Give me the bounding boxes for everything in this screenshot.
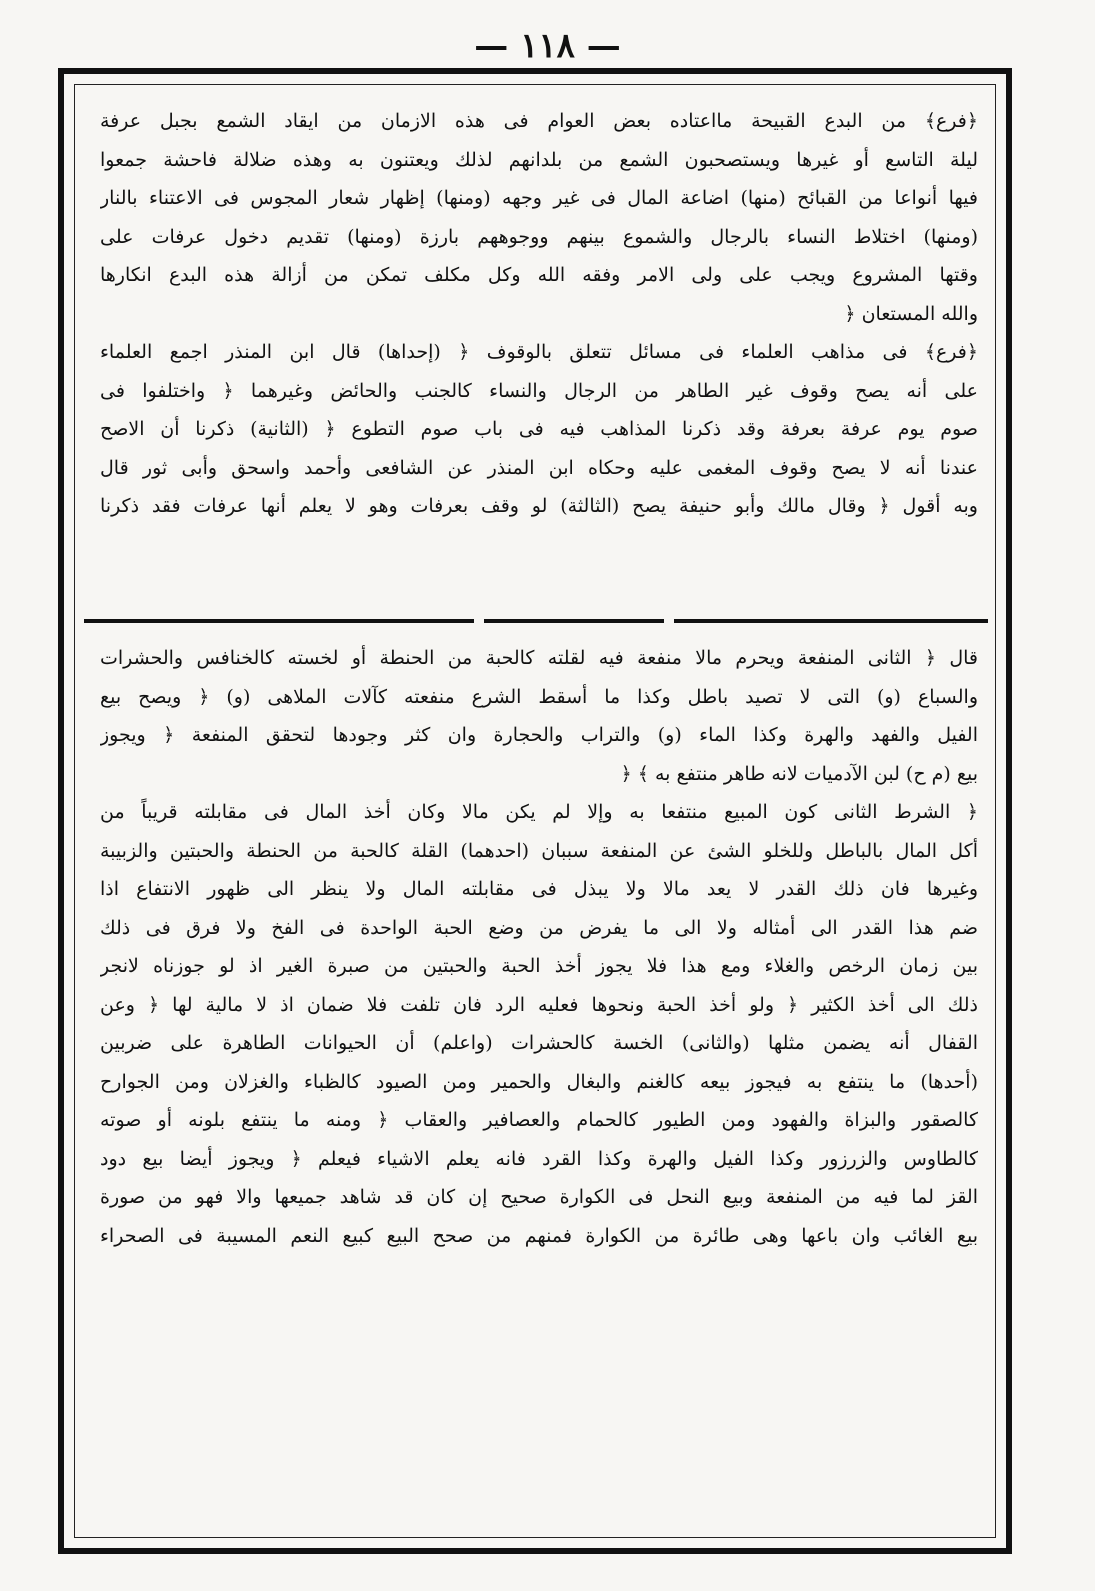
text-line: والله المستعان ﴿ <box>844 302 978 325</box>
text-line: والسباع (و) التى لا تصيد باطل وكذا ما أسقط الشرع منفعته كآلات الملاهى (و) ﴿ ويصح بيع <box>100 685 978 708</box>
text-line: ﴿فرع﴾ من البدع القبيحة مااعتاده بعض العوام فى هذه الازمان من ايقاد الشمع بجبل عرفة <box>100 110 978 132</box>
text-line: ﴿فرع﴾ فى مذاهب العلماء فى مسائل تتعلق بالوقوف ﴿ (إحداها) قال ابن المنذر اجمع العلماء <box>100 341 978 363</box>
text-line: القفال أنه يضمن مثلها (والثانى) الخسة كالحشرات (واعلم) أن الحيوانات الطاهرة على ضربين <box>100 1032 978 1054</box>
text-line: القز لما فيه من المنفعة وبيع النحل فى الكوارة صحيح إن كان قد شاهد جميعها والا فهو من صورة <box>100 1186 978 1208</box>
text-line: وبه أقول ﴿ وقال مالك وأبو حنيفة يصح (الثالثة) لو وقف بعرفات وهو لا يعلم أنها عرفات فقد ذكرنا <box>100 495 978 517</box>
text-line: عندنا أنه لا يصح وقوف المغمى عليه وحكاه ابن المنذر عن الشافعى وأحمد واسحق وأبى ثور قال <box>100 456 978 479</box>
separator-segment <box>84 619 474 623</box>
text-line: كالطاوس والزرزور وكذا الفيل والهرة وكذا القرد فانه يعلم الاشياء فيعلم ﴿ ويجوز أيضا بيع دود <box>100 1147 978 1170</box>
text-line: على أنه يصح وقوف غير الطاهر من الرجال والنساء كالجنب والحائض وغيرهما ﴿ واختلفوا فى <box>100 379 978 402</box>
text-line: وقتها المشروع ويجب على ولى الامر وفقه الله وكل مكلف تمكن من أزالة هذه البدع انكارها <box>100 264 978 286</box>
text-line: قال ﴿ الثانى المنفعة ويحرم مالا منفعة فيه لقلته كالحبة من الحنطة أو لخسته كالخنافس والحشرات <box>100 647 978 669</box>
page-frame <box>58 68 1012 1554</box>
text-line: فيها أنواعا من القبائح (منها) اضاعة المال فى غير وجهه (ومنها) إظهار شعار المجوس فى الاعتناء بالنار <box>100 187 978 209</box>
text-line: بين زمان الرخص والغلاء ومع هذا فلا يجوز أخذ الحبة والحبتين من صبرة الغير اذ لو جوزناه لانجر <box>100 955 978 977</box>
text-line: بيع الغائب وان باعها وهى طائرة من الكوارة فمنهم من صحح البيع كبيع النعم المسيبة فى الصحراء <box>100 1224 978 1247</box>
text-line: بيع (م ح) لبن الآدميات لانه طاهر منتفع به ﴾ ﴿ <box>620 762 978 785</box>
text-line: وغيرها فان ذلك القدر لا يعد مالا ولا يبذل فى مقابلته المال ولا ينظر الى ظهور الانتفاع اذا <box>100 878 978 900</box>
text-line: أكل المال بالباطل وللخلو الشئ عن المنفعة سببان (احدهما) القلة كالحبة من الحنطة والحبتين والزبيبة <box>100 839 978 862</box>
lower-section <box>100 639 978 1255</box>
text-line: (ومنها) اختلاط النساء بالرجال والشموع بينهم ووجوههم بارزة (ومنها) تقديم دخول عرفات على <box>100 225 978 248</box>
section-separator <box>84 619 986 627</box>
text-line: (أحدها) ما ينتفع به فيجوز بيعه كالغنم والبغال والحمير ومن الصيود كالظباء والغزلان ومن الجوارح <box>100 1070 978 1093</box>
upper-section <box>100 102 978 526</box>
text-line: صوم يوم عرفة بعرفة وقد ذكرنا المذاهب فيه فى باب صوم التطوع ﴿ (الثانية) ذكرنا أن الاصح <box>100 418 978 440</box>
text-line: كالصقور والبزاة والفهود ومن الطيور كالحمام والعصافير والعقاب ﴿ ومنه ما ينتفع بلونه أو صوته <box>100 1109 978 1131</box>
separator-segment <box>484 619 664 623</box>
text-line: ضم هذا القدر الى أمثاله ولا الى ما يفرض من وضع الحبة الواحدة فى الفخ ولا فرق فى ذلك <box>100 916 978 939</box>
text-line: ذلك الى أخذ الكثير ﴿ ولو أخذ الحبة ونحوها فعليه الرد فان تلفت فلا ضمان اذ لا مالية لها ﴿ وعن <box>100 993 978 1016</box>
page-number: — ١١٨ — <box>474 26 621 66</box>
text-line: ﴿ الشرط الثانى كون المبيع منتفعا به وإلا لم يكن مالا وكان أخذ المال فى مقابلته قريباً من <box>100 801 978 823</box>
text-line: الفيل والفهد والهرة وكذا الماء (و) والتراب والحجارة وان كثر وجودها لتحقق المنفعة ﴿ ويجوز <box>100 724 978 746</box>
separator-segment <box>674 619 988 623</box>
text-line: ليلة التاسع أو غيرها ويستصحبون الشمع من بلدانهم لذلك ويعتنون به وهذه ضلالة فاحشة جمعوا <box>100 148 978 171</box>
